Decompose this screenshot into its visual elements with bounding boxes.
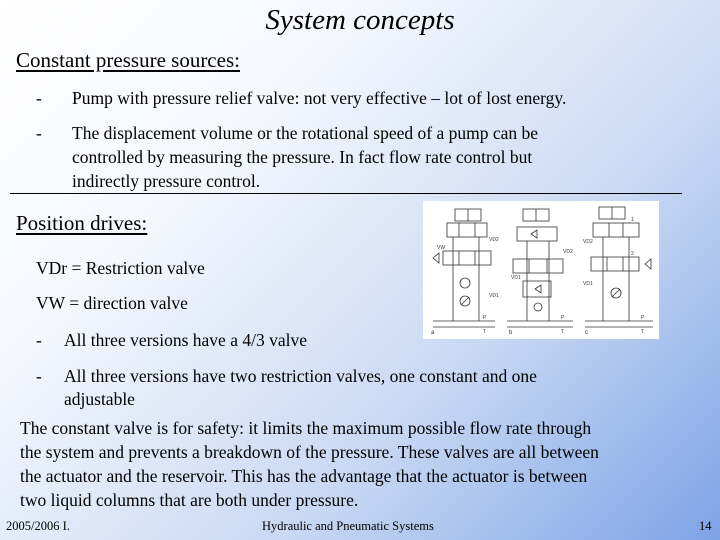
figure-label-vd2: VD2 [563,249,573,255]
paragraph-line: the system and prevents a breakdown of the pressure. These valves are all between [20,442,599,462]
section-heading-constant-pressure: Constant pressure sources: [16,48,240,72]
figure-label-vd2: VD2 [489,237,499,243]
figure-label-c: c [585,330,588,336]
paragraph-line: two liquid columns that are both under pressure. [20,490,359,510]
paragraph-line: the actuator and the reservoir. This has the advantage that the actuator is between [20,466,588,486]
figure-label-p: P [483,315,487,321]
figure-label-t: T [483,329,487,335]
bullet-text-line: The displacement volume or the rotational speed of a pump can be [72,123,539,143]
bullet-marker: - [36,366,42,386]
figure-label-a: a [431,330,435,336]
circuit-c [583,207,653,336]
figure-label-vd2: VD2 [583,239,593,245]
figure-label-p: P [561,315,565,321]
figure-label-2: 2 [631,251,634,257]
section-heading-position-drives: Position drives: [16,211,148,235]
paragraph-line: The constant valve is for safety: it limits the maximum possible flow rate through [20,418,592,438]
bullet-marker: - [36,88,42,108]
footer-page-number: 14 [699,519,712,533]
figure-label-vw: VW [437,245,446,251]
figure-label-t: T [561,329,565,335]
hydraulic-circuit-figure [423,201,659,339]
bullet-text-line: adjustable [64,389,135,409]
bullet-text: All three versions have a 4/3 valve [64,330,307,350]
footer-course-title: Hydraulic and Pneumatic Systems [262,519,434,533]
figure-label-vd1: VD1 [489,293,499,299]
definition-direction-valve: VW = direction valve [36,293,188,313]
figure-label-b: b [509,330,513,336]
footer-date: 2005/2006 I. [6,519,70,533]
figure-label-vd1: VD1 [511,275,521,281]
figure-label-t: T [641,329,645,335]
bullet-marker: - [36,123,42,143]
circuit-a [431,209,499,336]
bullet-marker: - [36,330,42,350]
bullet-text-line: All three versions have two restriction valves, one constant and one [64,366,537,386]
slide-title: System concepts [265,4,455,36]
figure-label-1: 1 [631,217,634,223]
figure-label-p: P [641,315,645,321]
bullet-text: Pump with pressure relief valve: not very effective – lot of lost energy. [72,88,567,108]
circuit-b [507,209,573,336]
bullet-text-line: indirectly pressure control. [72,171,261,191]
section-divider [10,193,682,194]
definition-restriction-valve: VDr = Restriction valve [36,258,205,278]
bullet-text-line: controlled by measuring the pressure. In fact flow rate control but [72,147,533,167]
circuit-diagrams [423,201,659,339]
figure-label-vd1: VD1 [583,281,593,287]
